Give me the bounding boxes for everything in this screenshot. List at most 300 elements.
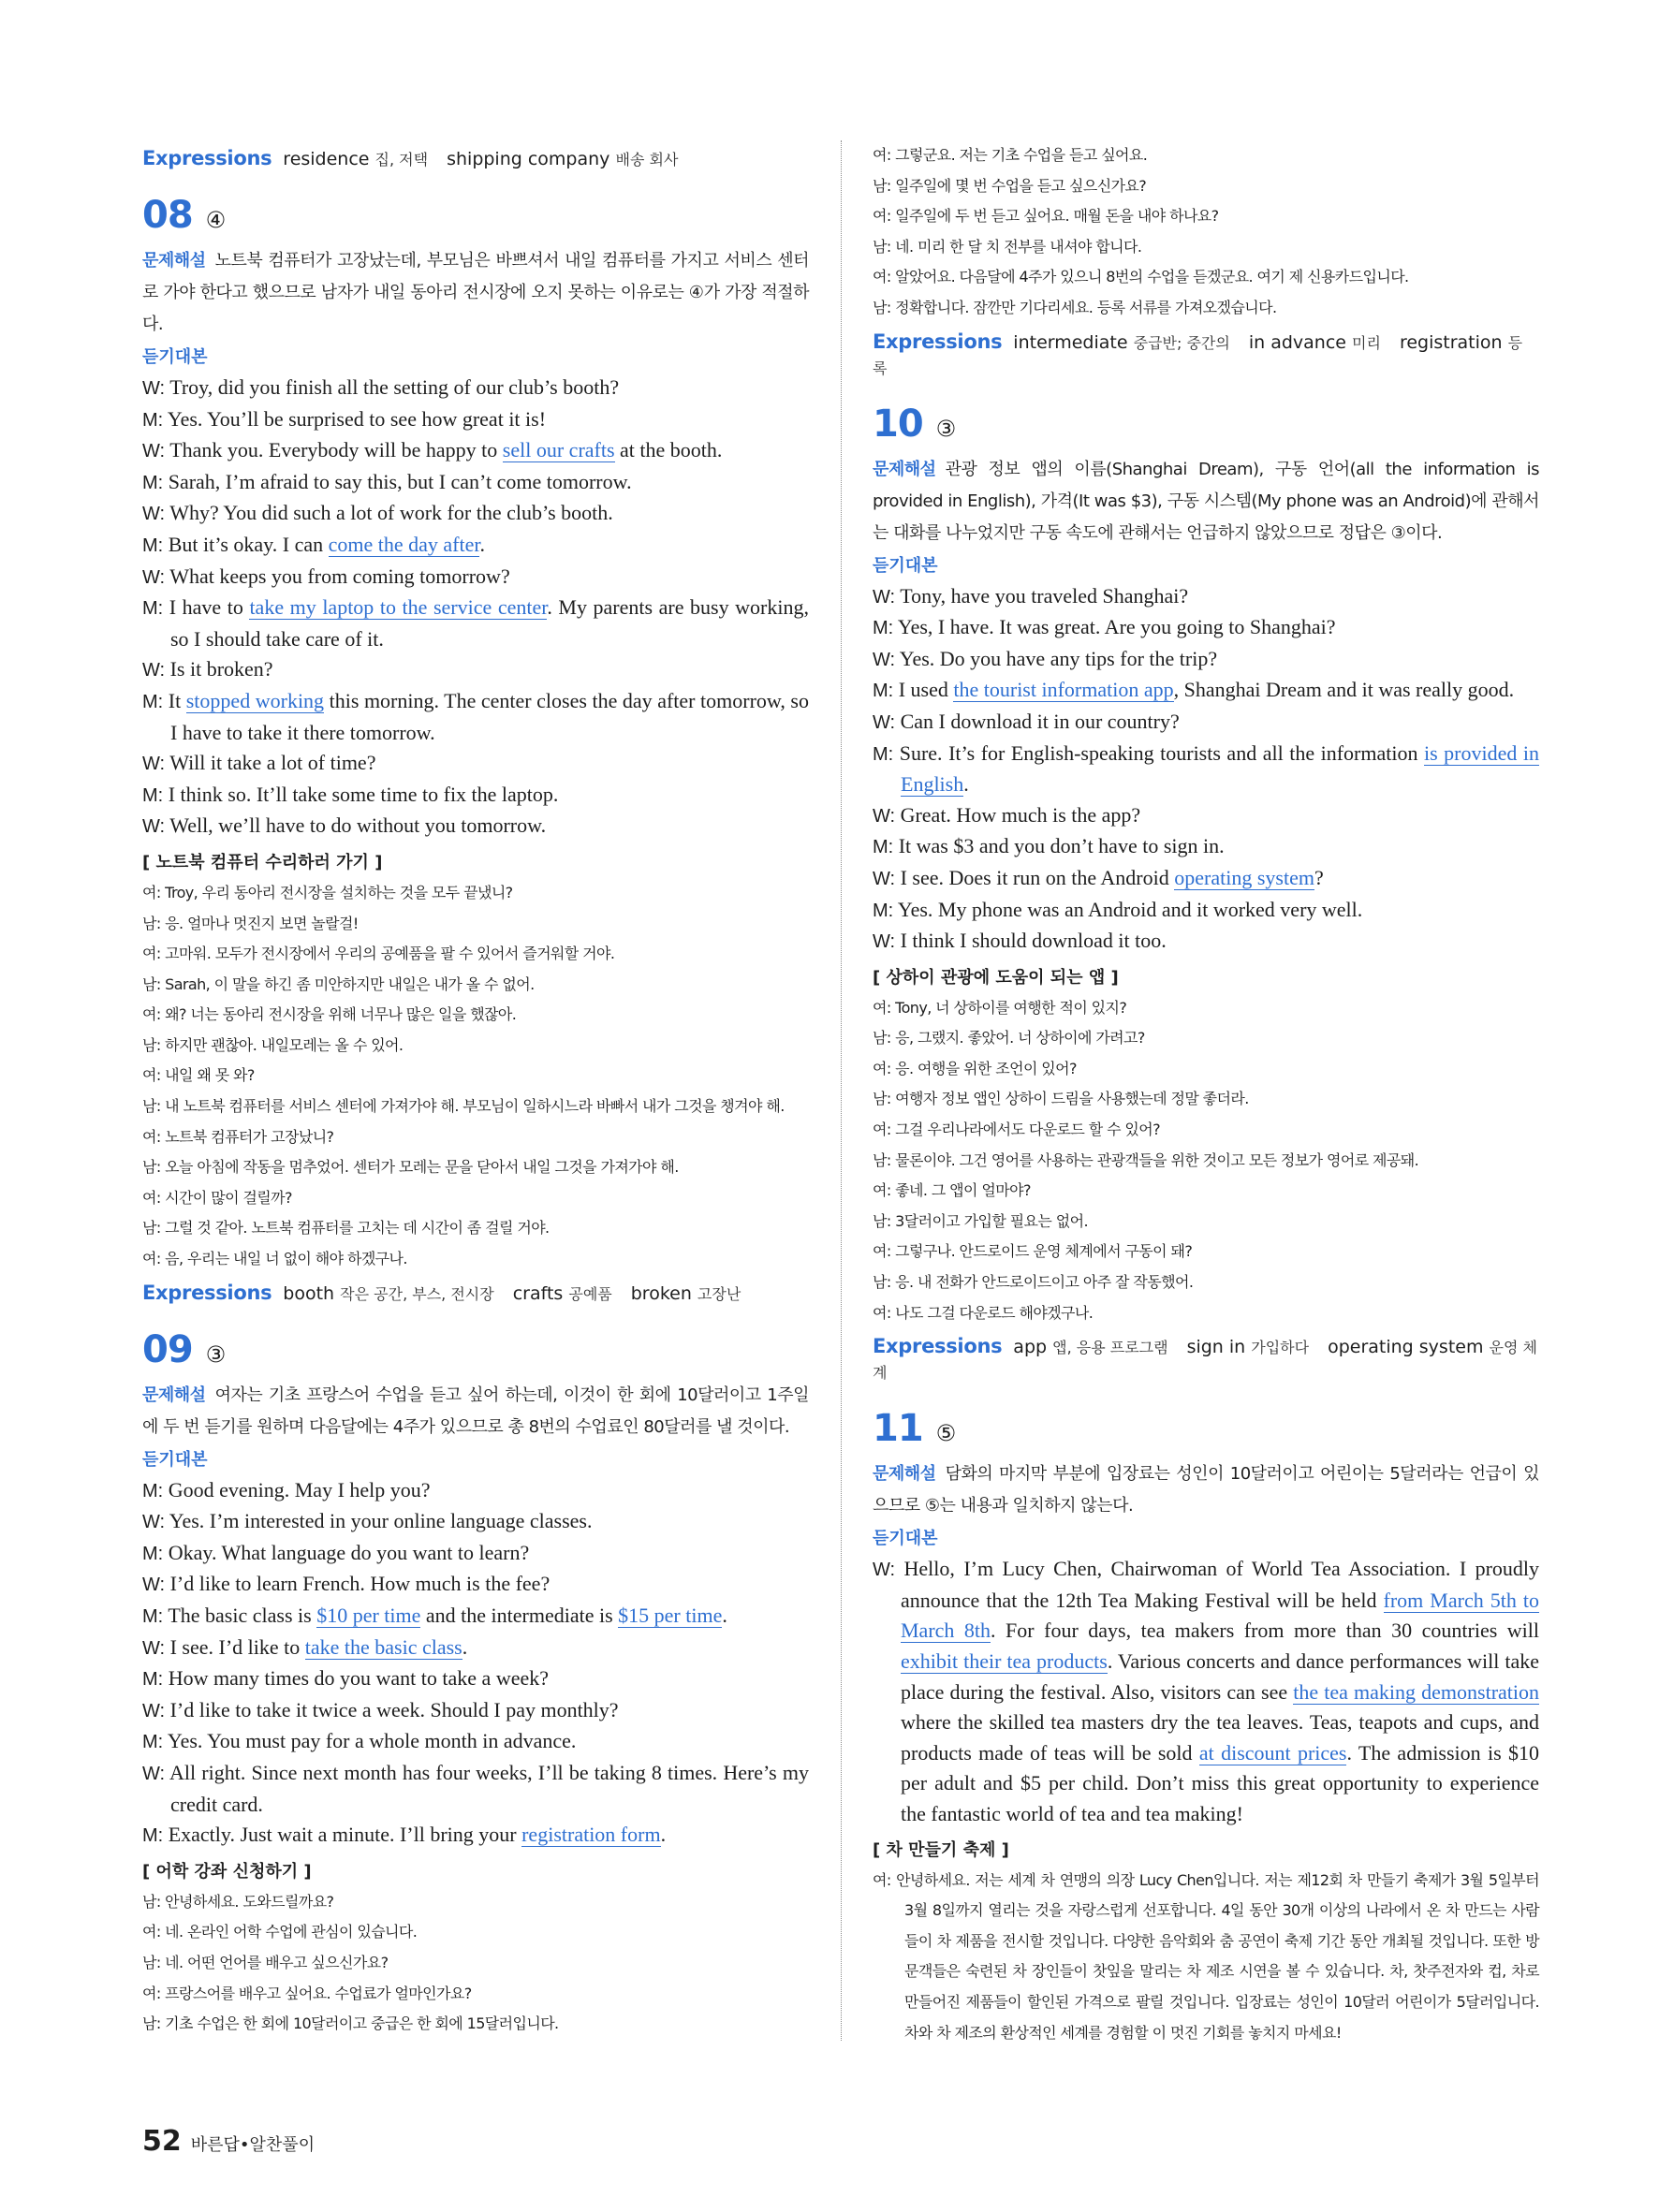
script-text: Yes. Do you have any tips for the trip?	[899, 646, 1218, 670]
script-line	[142, 373, 809, 404]
expression-word: broken	[630, 1282, 692, 1304]
expression-word: intermediate	[1013, 331, 1128, 353]
expression-meaning: 운영 체계	[873, 1339, 1537, 1383]
speaker: 여:	[142, 1923, 161, 1941]
speaker: 남:	[142, 974, 161, 993]
script-text: Yes. You’ll be surprised to see how great it is!	[167, 406, 547, 431]
script-text: at the booth.	[614, 438, 723, 462]
speaker: 여:	[142, 945, 161, 963]
script-text: . The admission is $10 per adult and $5 per child. Don’t miss this great opportunity to experience the fantastic world of tea and tea making!	[901, 1740, 1539, 1825]
script-line	[142, 1569, 809, 1601]
question-header	[873, 403, 1539, 452]
translation-line	[142, 1917, 809, 1948]
translation-line	[873, 1298, 1539, 1329]
script-label: 듣기대본	[873, 1529, 938, 1549]
expression-word: residence	[283, 149, 370, 169]
script-text: .	[722, 1604, 727, 1627]
translation-text: 네. 어떤 언어를 배우고 싶으신가요?	[165, 1953, 389, 1971]
translation-text: 내 노트북 컴퓨터를 서비스 센터에 가져가야 해. 부모님이 일하시느라 바빠서 내가 그것을 챙겨야 해.	[165, 1097, 785, 1116]
explanation-text: 담화의 마지막 부분에 입장료는 성인이 10달러이고 어린이는 5달러라는 언급이 있으므로 ⑤는 내용과 일치하지 않는다.	[873, 1464, 1539, 1516]
script-text: I’d like to learn French. How much is the fee?	[169, 1572, 551, 1596]
expression-meaning: 배송 회사	[615, 151, 679, 168]
script-text: .	[462, 1634, 468, 1659]
expression-word: registration	[1399, 331, 1503, 353]
speaker: 여:	[142, 1127, 161, 1146]
speaker: 여:	[142, 1984, 161, 2002]
script-line	[873, 675, 1539, 707]
translation-line	[142, 1122, 809, 1153]
translation-line	[873, 1267, 1539, 1298]
key-phrase: $15 per time	[618, 1604, 723, 1627]
key-phrase: stopped working	[185, 688, 325, 712]
translation-line	[142, 970, 809, 1001]
explanation-text: 노트북 컴퓨터가 고장났는데, 부모님은 바쁘셔서 내일 컴퓨터를 가지고 서비스 센터로 가야 한다고 했으므로 남자가 내일 동아리 전시장에 오지 못하는 이유로는 ④가 가장 적절하다.	[142, 251, 809, 334]
speaker: M:	[142, 1606, 164, 1627]
translation-text: 3달러이고 가입할 필요는 없어.	[895, 1211, 1088, 1230]
answer-mark: ③	[205, 1340, 227, 1368]
script-line	[142, 530, 809, 562]
translation-title: [ 어학 강좌 신청하기 ]	[142, 1861, 312, 1882]
speaker: M:	[142, 1825, 164, 1847]
script-text: The basic class is	[168, 1604, 317, 1627]
speaker: 남:	[873, 1211, 891, 1230]
script-line	[142, 1820, 809, 1852]
page-number: 52	[142, 2125, 182, 2158]
script-text: It was $3 and you don’t have to sign in.	[898, 834, 1225, 858]
script-text: Well, we’ll have to do without you tomorrow.	[169, 813, 547, 838]
script-line	[142, 1663, 809, 1695]
translation-text: 내일 왜 못 와?	[165, 1066, 255, 1085]
explanation	[873, 1458, 1539, 1522]
script-line	[142, 1506, 809, 1538]
script-text: , Shanghai Dream and it was really good.	[1173, 678, 1515, 702]
expression-meaning: 앱, 응용 프로그램	[1052, 1339, 1168, 1357]
script-line	[873, 895, 1539, 927]
script-line	[142, 811, 809, 842]
script-text: .	[660, 1823, 667, 1847]
script-line	[873, 1554, 1539, 1829]
script-line	[142, 467, 809, 499]
listening-script	[142, 1475, 809, 1852]
translation-text: 네. 미리 한 달 치 전부를 내셔야 합니다.	[895, 237, 1142, 256]
speaker: 남:	[873, 237, 891, 256]
script-text: I have to	[169, 595, 250, 620]
translation-line	[873, 1115, 1539, 1146]
expression-item	[513, 1283, 612, 1304]
script-text: Yes. I’m interested in your online language classes.	[169, 1509, 593, 1533]
speaker: 남:	[873, 298, 891, 316]
question-header	[142, 1329, 809, 1378]
speaker: W:	[142, 566, 166, 588]
expressions-box	[142, 1281, 809, 1307]
expression-word: app	[1013, 1337, 1048, 1358]
script-line	[142, 1758, 809, 1820]
speaker: W:	[873, 868, 896, 889]
key-phrase: from March 5th to March 8th	[901, 1588, 1539, 1643]
translation-text: 그렇구나. 안드로이드 운영 체계에서 구동이 돼?	[895, 1242, 1193, 1261]
translation-line	[873, 140, 1539, 171]
script-text: Yes, I have. It was great. Are you going to Shanghai?	[897, 615, 1336, 639]
expression-word: crafts	[512, 1282, 564, 1304]
speaker: 여:	[142, 1005, 161, 1024]
translation-text: 응. 내 전화가 안드로이드이고 아주 잘 작동했어.	[895, 1273, 1194, 1292]
speaker: M:	[873, 681, 894, 702]
expression-meaning: 작은 공간, 부스, 전시장	[340, 1284, 494, 1303]
speaker: W:	[142, 504, 166, 525]
key-phrase: operating system	[1174, 865, 1314, 889]
translation-text: 응. 여행을 위한 조언이 있어?	[895, 1059, 1077, 1077]
speaker: M:	[142, 1732, 164, 1753]
script-label: 듣기대본	[142, 1449, 208, 1470]
script-text: But it’s okay. I can	[168, 532, 329, 556]
script-text: ?	[1314, 865, 1324, 889]
translation-text: 시간이 많이 걸릴까?	[165, 1188, 292, 1207]
speaker: W:	[142, 1512, 166, 1533]
answer-mark: ⑤	[935, 1420, 957, 1447]
script-line	[142, 498, 809, 530]
script-line	[873, 800, 1539, 832]
translation-line	[142, 1183, 809, 1214]
speaker: M:	[142, 409, 164, 431]
speaker: 남:	[142, 1035, 161, 1054]
script-line	[873, 581, 1539, 613]
speaker: M:	[142, 1480, 164, 1502]
script-line	[142, 686, 809, 748]
script-text: How many times do you want to take a week?	[168, 1666, 549, 1691]
expression-meaning: 미리	[1352, 333, 1381, 352]
script-label: 듣기대본	[873, 555, 938, 576]
script-text: Thank you. Everybody will be happy to	[169, 438, 503, 462]
question-number: 10	[873, 402, 923, 446]
speaker: W:	[142, 754, 166, 775]
translation-text: 안녕하세요. 도와드릴까요?	[165, 1892, 334, 1911]
page-footer	[142, 2125, 315, 2158]
translation-text: 노트북 컴퓨터가 고장났니?	[165, 1127, 334, 1146]
translation-text: 여행자 정보 앱인 상하이 드림을 사용했는데 정말 좋더라.	[895, 1090, 1249, 1108]
expression-word: operating system	[1328, 1337, 1484, 1358]
translation-line	[873, 1023, 1539, 1054]
explanation-label: 문제해설	[142, 1384, 206, 1405]
speaker: 여:	[873, 1059, 891, 1077]
expressions-label: Expressions	[142, 147, 272, 169]
expressions-box	[142, 146, 809, 172]
left-column	[142, 140, 809, 2040]
translation-line	[873, 1176, 1539, 1207]
expression-item	[283, 1283, 493, 1304]
translation-line	[142, 1091, 809, 1122]
expression-word: shipping company	[447, 149, 610, 169]
speaker: W:	[873, 931, 896, 953]
speaker: 남:	[142, 914, 161, 932]
speaker: 남:	[142, 1097, 161, 1116]
translation-title: [ 노트북 컴퓨터 수리하러 가기 ]	[142, 852, 383, 872]
script-label: 듣기대본	[142, 347, 208, 367]
translation-text: 안녕하세요. 저는 세계 차 연맹의 의장 Lucy Chen입니다. 저는 제12회 차 만들기 축제가 3월 5일부터 3월 8일까지 열리는 것을 자랑스럽게 선포합니다. 4일 동안 30개 이상의 나라에서 온 차 만드는 사람들이 차 제품을 전시할 것입니다. 다양한 음악회와 춤 공연이 축제 기간 동안 개최될 것입니다. 또한 방문객들은 숙련된 차 장인들이 찻잎을 말리는 차 제조 시연을 볼 수 있습니다. 차, 찻주전자와 컵, 차로 만들어진 제품들이 할인된 가격으로 팔릴 것입니다. 입장료는 성인이 10달러 어린이가 5달러입니다. 차와 차 제조의 환상적인 세계를 경험할 이 멋진 기회를 놓치지 마세요!	[896, 1870, 1539, 2042]
script-text: I see. Does it run on the Android	[900, 865, 1175, 889]
translation-line	[873, 1084, 1539, 1115]
script-text: Yes. You must pay for a whole month in advance.	[167, 1729, 577, 1753]
script-text: and the intermediate is	[420, 1604, 619, 1627]
script-line	[873, 926, 1539, 958]
script-text: Sure. It’s for English-speaking tourists and all the information	[899, 740, 1424, 765]
translation-text: 일주일에 몇 번 수업을 듣고 싶으신가요?	[895, 176, 1147, 195]
book-title: 바른답•알찬풀이	[190, 2135, 316, 2155]
translation-text: 나도 그걸 다운로드 해야겠구나.	[895, 1303, 1094, 1322]
translation-text: 알았어요. 다음달에 4주가 있으니 8번의 수업을 듣겠군요. 여기 제 신용카드입니다.	[895, 268, 1409, 286]
script-line	[142, 562, 809, 593]
translation-text: Sarah, 이 말을 하긴 좀 미안하지만 내일은 내가 올 수 없어.	[165, 974, 535, 993]
speaker: 여:	[873, 1870, 891, 1889]
translation-text: 그렇군요. 저는 기초 수업을 듣고 싶어요.	[895, 146, 1148, 164]
speaker: M:	[873, 618, 894, 639]
script-text: Hello, I’m Lucy Chen, Chairwoman of World Tea Association. I proudly announce that the 12th Tea Making Festival will be held	[901, 1557, 1540, 1612]
translation-text: 프랑스어를 배우고 싶어요. 수업료가 얼마인가요?	[165, 1984, 472, 2002]
speaker: 여:	[142, 883, 161, 901]
script-text: .	[479, 532, 485, 556]
translation-text: 응. 얼마나 멋진지 보면 놀랄걸!	[165, 914, 359, 932]
translation-title: [ 차 만들기 축제 ]	[873, 1839, 1009, 1860]
translation	[142, 878, 809, 1275]
speaker: M:	[873, 900, 894, 921]
speaker: W:	[873, 805, 896, 827]
speaker: 남:	[873, 1090, 891, 1108]
script-line	[142, 654, 809, 686]
explanation-label: 문제해설	[873, 1464, 936, 1485]
script-line	[873, 707, 1539, 739]
speaker: 여:	[142, 1066, 161, 1085]
translation-line	[142, 909, 809, 940]
expression-item	[447, 149, 678, 169]
script-text: where the skilled tea masters dry the tea leaves. Teas, teapots and cups, and products made of teas will be sold	[901, 1710, 1539, 1765]
speaker: W:	[142, 378, 166, 399]
script-text: Great. How much is the app?	[900, 802, 1141, 827]
translation-line	[873, 293, 1539, 324]
listening-script	[873, 1554, 1539, 1829]
translation-line	[873, 1146, 1539, 1177]
translation-line	[142, 2009, 809, 2040]
speaker: W:	[142, 1763, 166, 1784]
speaker: W:	[873, 649, 896, 670]
expression-item	[1013, 332, 1230, 353]
speaker: 남:	[873, 176, 891, 195]
column-divider	[841, 140, 842, 2041]
explanation-label: 문제해설	[873, 459, 936, 479]
expression-meaning: 고장난	[697, 1284, 741, 1303]
script-text: Good evening. May I help you?	[168, 1477, 431, 1502]
translation-line	[142, 1152, 809, 1183]
translation	[142, 1887, 809, 2040]
translation-line	[142, 1979, 809, 2010]
translation-line	[873, 993, 1539, 1024]
script-text: Sarah, I’m afraid to say this, but I can’t come tomorrow.	[168, 469, 632, 493]
question-number: 09	[142, 1327, 193, 1371]
script-text: Why? You did such a lot of work for the club’s booth.	[169, 501, 613, 525]
script-text: Tony, have you traveled Shanghai?	[900, 583, 1189, 608]
speaker: 남:	[142, 1953, 161, 1971]
key-phrase: take my laptop to the service center	[249, 595, 548, 620]
expression-item	[631, 1283, 741, 1304]
expressions-box	[873, 330, 1539, 381]
script-text: Troy, did you finish all the setting of our club’s booth?	[169, 375, 620, 399]
translation-line	[873, 1054, 1539, 1085]
translation-continued	[873, 140, 1539, 324]
expression-word: in advance	[1248, 331, 1346, 353]
translation-line	[873, 262, 1539, 293]
script-line	[142, 1475, 809, 1507]
script-line	[142, 1633, 809, 1664]
script-text: Okay. What language do you want to learn?	[168, 1540, 530, 1564]
speaker: 남:	[873, 1150, 891, 1169]
translation-text: 물론이야. 그건 영어를 사용하는 관광객들을 위한 것이고 모든 정보가 영어로 제공돼.	[895, 1150, 1419, 1169]
translation-line	[873, 1207, 1539, 1238]
script-text: .	[963, 772, 969, 797]
speaker: W:	[142, 1575, 166, 1596]
question-number: 11	[873, 1407, 923, 1451]
speaker: 남:	[142, 1892, 161, 1911]
translation-text: 오늘 아침에 작동을 멈추었어. 센터가 모레는 문을 닫아서 내일 그것을 가져가야 해.	[165, 1158, 679, 1177]
speaker: 여:	[873, 1242, 891, 1261]
script-text: I used	[898, 678, 954, 702]
key-phrase: the tourist information app	[953, 678, 1174, 702]
speaker: 여:	[873, 1181, 891, 1200]
script-text: . Various concerts and dance performances will take place during the festival. Also, visitors can see	[901, 1649, 1540, 1704]
script-line	[873, 612, 1539, 644]
speaker: M:	[142, 691, 164, 712]
speaker: M:	[873, 837, 894, 858]
speaker: 남:	[873, 1273, 891, 1292]
answer-mark: ④	[205, 207, 227, 233]
speaker: M:	[142, 472, 164, 493]
expressions-box	[873, 1334, 1539, 1385]
listening-script	[142, 373, 809, 842]
speaker: W:	[142, 441, 166, 462]
listening-script	[873, 581, 1539, 958]
translation-text: Troy, 우리 동아리 전시장을 설치하는 것을 모두 끝냈니?	[165, 883, 513, 901]
expression-word: booth	[283, 1282, 335, 1304]
expressions-label: Expressions	[142, 1281, 272, 1304]
translation-text: 하지만 괜찮아. 내일모레는 올 수 있어.	[165, 1035, 404, 1054]
script-text: this morning. The center closes the day after tomorrow, so I have to take it there tomorrow.	[170, 688, 809, 744]
expression-meaning: 집, 저택	[374, 151, 429, 168]
translation-line	[142, 1244, 809, 1275]
expressions-label: Expressions	[873, 1335, 1003, 1358]
translation-text: 그럴 것 같아. 노트북 컴퓨터를 고치는 데 시간이 좀 걸릴 거야.	[165, 1219, 550, 1238]
key-phrase: $10 per time	[316, 1604, 421, 1627]
expression-word: sign in	[1186, 1337, 1246, 1358]
speaker: W:	[142, 1700, 166, 1721]
expression-meaning: 등록	[873, 333, 1523, 377]
question-number: 08	[142, 194, 193, 237]
question-header	[873, 1408, 1539, 1457]
translation-text: 응, 그랬지. 좋았어. 너 상하이에 가려고?	[895, 1029, 1145, 1047]
translation-text: 왜? 너는 동아리 전시장을 위해 너무나 많은 일을 했잖아.	[165, 1005, 517, 1024]
expression-item	[283, 149, 428, 169]
script-text: What keeps you from coming tomorrow?	[169, 564, 510, 588]
translation-line	[873, 171, 1539, 202]
translation-text: 고마워. 모두가 전시장에서 우리의 공예품을 팔 수 있어서 즐거워할 거야.	[165, 945, 615, 963]
speaker: 여:	[873, 207, 891, 226]
key-phrase: is provided in English	[901, 740, 1539, 797]
speaker: 여:	[873, 1303, 891, 1322]
translation	[873, 993, 1539, 1329]
script-text: . My parents are busy working, so I should take care of it.	[170, 595, 810, 651]
speaker: 남:	[142, 1219, 161, 1238]
script-line	[142, 748, 809, 780]
script-text: I think so. It’ll take some time to fix the laptop.	[168, 782, 559, 806]
script-line	[142, 404, 809, 436]
speaker: W:	[142, 660, 166, 681]
question-header	[142, 195, 809, 243]
translation-text: 정확합니다. 잠깐만 기다리세요. 등록 서류를 가져오겠습니다.	[895, 298, 1277, 316]
speaker: 남:	[142, 1158, 161, 1177]
script-text: Will it take a lot of time?	[169, 751, 376, 775]
key-phrase: at discount prices	[1198, 1740, 1347, 1765]
translation-line	[873, 1237, 1539, 1267]
script-text: Is it broken?	[169, 657, 273, 681]
translation-text: 그걸 우리나라에서도 다운로드 할 수 있어?	[895, 1121, 1161, 1139]
script-text: . For four days, tea makers from more than 30 countries will	[991, 1619, 1540, 1643]
translation-line	[142, 1031, 809, 1062]
explanation-text: 관광 정보 앱의 이름(Shanghai Dream), 구동 언어(all the information is provided in English), 가격(It was $3), 구동 시스템(My phone was an Android)에 관해서는 대화를 나누었지만 구동 속도에 관해서는 언급하지 않았으므로 정답은 ③이다.	[873, 459, 1539, 543]
translation-line	[873, 1866, 1539, 2049]
script-line	[142, 593, 809, 654]
translation-text: 기초 수업은 한 회에 10달러이고 중급은 한 회에 15달러입니다.	[165, 2014, 559, 2033]
key-phrase: sell our crafts	[502, 438, 615, 462]
script-text: I think I should download it too.	[900, 929, 1167, 953]
script-text: It	[168, 688, 186, 712]
translation-line	[142, 1213, 809, 1244]
expression-item	[1013, 1337, 1167, 1357]
expression-item	[1249, 332, 1381, 353]
speaker: 여:	[142, 1250, 161, 1268]
key-phrase: exhibit their tea products	[901, 1649, 1108, 1673]
explanation	[142, 1380, 809, 1443]
speaker: W:	[873, 711, 896, 733]
key-phrase: come the day after	[328, 532, 480, 556]
expression-meaning: 공예품	[568, 1284, 612, 1303]
script-line	[142, 780, 809, 812]
script-line	[873, 831, 1539, 863]
explanation	[142, 245, 809, 341]
script-line	[873, 863, 1539, 895]
translation-line	[142, 939, 809, 970]
speaker: 남:	[873, 1029, 891, 1047]
speaker: W:	[873, 1560, 896, 1581]
translation-text: 좋네. 그 앱이 얼마야?	[895, 1181, 1031, 1200]
translation-line	[142, 1948, 809, 1979]
key-phrase: take the basic class	[304, 1634, 462, 1659]
speaker: M:	[873, 743, 894, 765]
script-line	[873, 739, 1539, 800]
script-text: Can I download it in our country?	[900, 709, 1180, 733]
script-line	[142, 435, 809, 467]
speaker: 여:	[873, 998, 891, 1017]
answer-mark: ③	[935, 415, 957, 442]
explanation-label: 문제해설	[142, 251, 206, 271]
translation-text: 음, 우리는 내일 너 없이 해야 하겠구나.	[165, 1250, 407, 1268]
speaker: M:	[142, 784, 164, 806]
script-text: I’d like to take it twice a week. Should I pay monthly?	[169, 1697, 619, 1721]
translation-line	[142, 878, 809, 909]
speaker: M:	[142, 1543, 164, 1564]
speaker: W:	[142, 1637, 166, 1659]
script-line	[142, 1601, 809, 1633]
translation-text: 네. 온라인 어학 수업에 관심이 있습니다.	[165, 1923, 418, 1941]
explanation-text: 여자는 기초 프랑스어 수업을 듣고 싶어 하는데, 이것이 한 회에 10달러이고 1주일에 두 번 듣기를 원하며 다음달에는 4주가 있으므로 총 8번의 수업료인 80달러를 낼 것이다.	[142, 1384, 809, 1437]
speaker: 여:	[873, 1121, 891, 1139]
script-text: All right. Since next month has four weeks, I’ll be taking 8 times. Here’s my credit card.	[169, 1760, 809, 1816]
translation-title: [ 상하이 관광에 도움이 되는 앱 ]	[873, 967, 1119, 988]
